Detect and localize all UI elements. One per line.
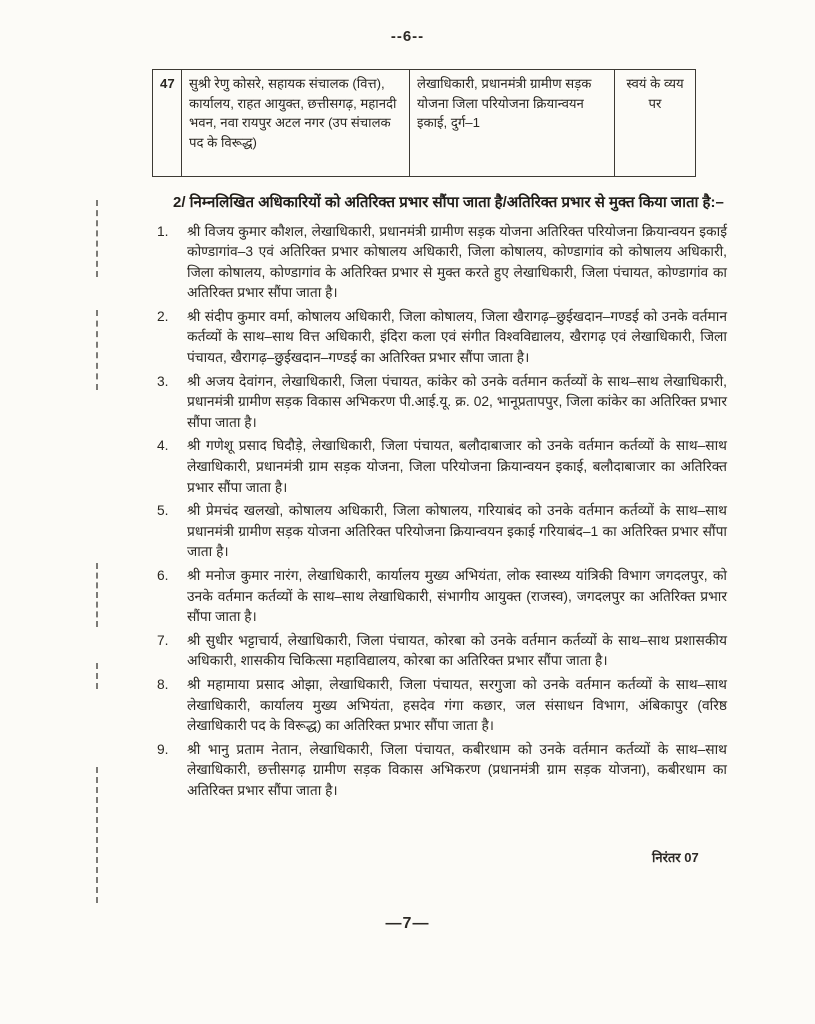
list-item [157,436,727,498]
scan-artifact-mark [96,310,98,390]
list-item-text: श्री सुधीर भट्टाचार्य, लेखाधिकारी, जिला पंचायत, कोरबा को उनके वर्तमान कर्तव्यों के साथ–साथ प्रशासकीय अधिकारी, शासकीय चिकित्सा महाविद्यालय, कोरबा का अतिरिक्त प्रभार सौंपा जाता है। [187,632,727,669]
list-item-number: 6. [157,568,169,583]
list-item-number: 2. [157,308,169,324]
list-item-text: श्री विजय कुमार कौशल, लेखाधिकारी, प्रधानमंत्री ग्रामीण सड़क योजना अतिरिक्त परियोजना क्रियान्वयन इकाई कोण्डागांव–3 एवं अतिरिक्त प्रभार कोषालय अधिकारी, जिला कोषालय, कोण्डागांव को कोषालय अधिकारी, जिला कोषालय, कोण्डागांव के अतिरिक्त प्रभार से मुक्त करते हुए लेखाधिकारी, जिला पंचायत, कोण्डागांव का अतिरिक्त प्रभार सौंपा जाता है। [187,223,727,301]
list-item-number: 1. [157,223,169,239]
page-number-bottom: —7— [385,915,430,932]
list-item-number: 7. [157,632,169,648]
list-item-number: 4. [157,438,169,454]
list-item [157,675,727,737]
list-item-number: 8. [157,676,169,692]
list-item [157,566,727,628]
list-item-text: श्री गणेशू प्रसाद घिदौड़े, लेखाधिकारी, जिला पंचायत, बलौदाबाजार को उनके वर्तमान कर्तव्यों के साथ–साथ लेखाधिकारी, प्रधानमंत्री ग्राम सड़क योजना, जिला परियोजना क्रियान्वयन इकाई, बलौदाबाजार का अतिरिक्त प्रभार सौंपा जाता है। [187,438,727,495]
list-item-text: श्री प्रेमचंद खलखो, कोषालय अधिकारी, जिला कोषालय, गरियाबंद को उनके वर्तमान कर्तव्यों के साथ–साथ प्रधानमंत्री ग्रामीण सड़क योजना अतिरिक्त परियोजना क्रियान्वयन इकाई गरियाबंद–1 का अतिरिक्त प्रभार सौंपा जाता है। [187,503,727,560]
list-item [157,740,727,802]
table-cell-officer-details: सुश्री रेणु कोसरे, सहायक संचालक (वित्त), कार्यालय, राहत आयुक्त, छत्तीसगढ़, महानदी भवन, नवा रायपुर अटल नगर (उप संचालक पद के विरूद्ध) [181,70,409,176]
scan-artifact-mark [96,563,98,627]
list-item [157,222,727,304]
table-cell-serial: 47 [160,76,175,91]
list-item [157,372,727,434]
scan-artifact-mark [96,663,98,689]
list-item [157,631,727,672]
list-item [157,307,727,369]
list-item-number: 5. [157,503,169,519]
continuation-note: निरंतर 07 [652,850,699,865]
list-item-text: श्री महामाया प्रसाद ओझा, लेखाधिकारी, जिला पंचायत, सरगुजा को उनके वर्तमान कर्तव्यों के साथ–साथ लेखाधिकारी, कार्यालय मुख्य अभियंता, हसदेव गंगा कछार, जल संसाधन विभाग, अंबिकापुर (वरिष्ठ लेखाधिकारी पद के विरूद्ध) का अतिरिक्त प्रभार सौंपा जाता है। [187,676,727,734]
list-item-text: श्री मनोज कुमार नारंग, लेखाधिकारी, कार्यालय मुख्य अभियंता, लोक स्वास्थ्य यांत्रिकी विभाग जगदलपुर, को उनके वर्तमान कर्तव्यों के साथ–साथ लेखाधिकारी, संभागीय आयुक्त (राजस्व), जगदलपुर का अतिरिक्त प्रभार सौंपा जाता है। [187,568,727,625]
list-item-text: श्री अजय देवांगन, लेखाधिकारी, जिला पंचायत, कांकेर को उनके वर्तमान कर्तव्यों के साथ–साथ लेखाधिकारी, प्रधानमंत्री ग्रामीण सड़क विकास अभिकरण पी.आई.यू. क्र. 02, भानूप्रतापपुर, जिला कांकेर का अतिरिक्त प्रभार सौंपा जाता है। [187,373,727,430]
section-heading: 2/ निम्नलिखित अधिकारियों को अतिरिक्त प्रभार सौंपा जाता है/अतिरिक्त प्रभार से मुक्त किया जाता है:– [173,194,724,211]
list-item-number: 3. [157,373,169,389]
table-cell-new-charge: लेखाधिकारी, प्रधानमंत्री ग्रामीण सड़क योजना जिला परियोजना क्रियान्वयन इकाई, दुर्ग–1 [409,70,614,176]
scan-artifact-mark [96,200,98,277]
list-item [157,501,727,563]
charge-assignment-list [131,222,727,802]
list-item-number: 9. [157,741,169,757]
document-body [131,192,727,805]
table-cell-expense: स्वयं के व्यय पर [614,70,695,176]
officer-transfer-table [152,69,696,177]
list-item-text: श्री भानु प्रताम नेतान, लेखाधिकारी, जिला पंचायत, कबीरधाम को उनके वर्तमान कर्तव्यों के साथ–साथ लेखाधिकारी, छत्तीसगढ़ ग्रामीण सड़क विकास अभिकरण (प्रधानमंत्री ग्राम सड़क योजना), कबीरधाम का अतिरिक्त प्रभार सौंपा जाता है। [187,741,727,798]
scan-artifact-mark [96,767,98,903]
page-number-top: --6-- [390,28,425,45]
list-item-text: श्री संदीप कुमार वर्मा, कोषालय अधिकारी, जिला कोषालय, जिला खैरागढ़–छुईखदान–गण्डई को उनके वर्तमान कर्तव्यों के साथ–साथ वित्त अधिकारी, इंदिरा कला एवं संगीत विश्वविद्यालय, खैरागढ़ एवं लेखाधिकारी, जिला पंचायत, खैरागढ़–छुईखदान–गण्डई का अतिरिक्त प्रभार सौंपा जाता है। [187,308,727,366]
